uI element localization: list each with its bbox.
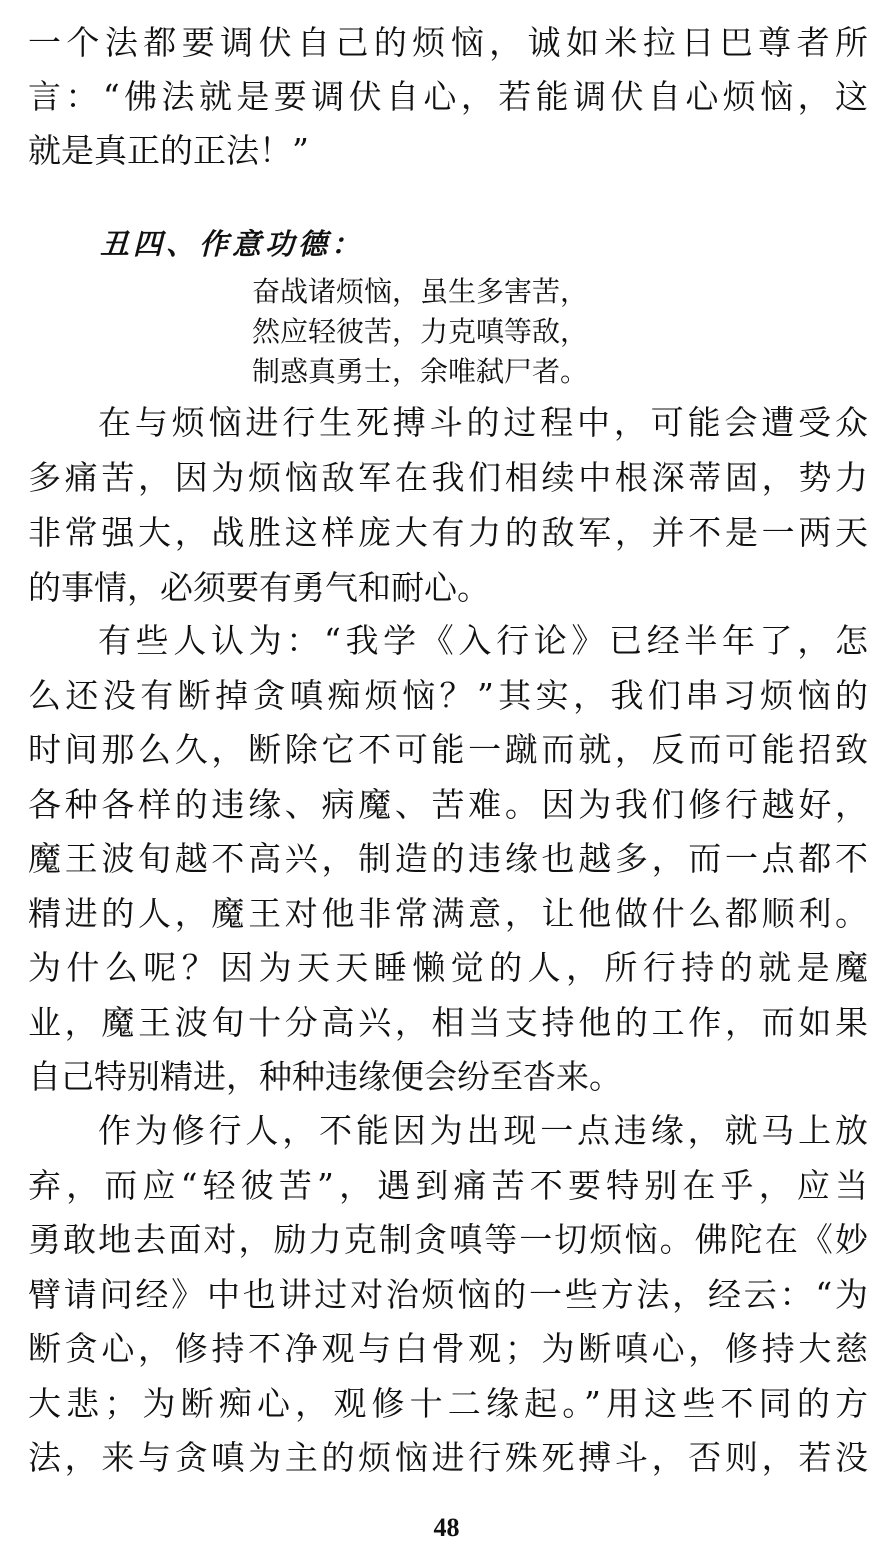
paragraph-1-line-1: 在与烦恼进行生死搏斗的过程中，可能会遭受众 — [98, 403, 868, 442]
section-heading: 丑四、作意功德： — [100, 227, 365, 261]
paragraph-3-line-3: 勇敢地去面对，励力克制贪嗔等一切烦恼。佛陀在《妙 — [28, 1220, 868, 1259]
opening-line-1: 一个法都要调伏自己的烦恼，诚如米拉日巴尊者所 — [28, 23, 868, 62]
paragraph-3-line-6: 大悲；为断痴心，观修十二缘起。”用这些不同的方 — [28, 1384, 868, 1423]
paragraph-2-line-7: 为什么呢？因为天天睡懒觉的人，所行持的就是魔 — [28, 948, 868, 987]
paragraph-1-line-2: 多痛苦，因为烦恼敌军在我们相续中根深蒂固，势力 — [28, 458, 868, 497]
verse-line-2: 然应轻彼苦，力克嗔等敌， — [252, 315, 589, 348]
opening-line-2: 言：“佛法就是要调伏自心，若能调伏自心烦恼，这 — [28, 77, 868, 116]
paragraph-2-line-2: 么还没有断掉贪嗔痴烦恼？”其实，我们串习烦恼的 — [28, 676, 868, 715]
paragraph-1-line-3: 非常强大，战胜这样庞大有力的敌军，并不是一两天 — [28, 513, 868, 552]
paragraph-2-line-9: 自己特别精进，种种违缘便会纷至沓来。 — [28, 1057, 622, 1096]
paragraph-3-line-4: 臂请问经》中也讲过对治烦恼的一些方法，经云：“为 — [28, 1275, 868, 1314]
paragraph-3-line-5: 断贪心，修持不净观与白骨观；为断嗔心，修持大慈 — [28, 1329, 868, 1368]
paragraph-2-line-1: 有些人认为：“我学《入行论》已经半年了，怎 — [98, 621, 868, 660]
paragraph-3-line-2: 弃，而应“轻彼苦”，遇到痛苦不要特别在乎，应当 — [28, 1166, 868, 1205]
paragraph-1-line-4: 的事情，必须要有勇气和耐心。 — [28, 568, 490, 607]
paragraph-2-line-6: 精进的人，魔王对他非常满意，让他做什么都顺利。 — [28, 894, 868, 933]
paragraph-3-line-1: 作为修行人，不能因为出现一点违缘，就马上放 — [98, 1111, 868, 1150]
paragraph-2-line-5: 魔王波旬越不高兴，制造的违缘也越多，而一点都不 — [28, 839, 868, 878]
paragraph-2-line-8: 业，魔王波旬十分高兴，相当支持他的工作，而如果 — [28, 1003, 868, 1042]
paragraph-2-line-4: 各种各样的违缘、病魔、苦难。因为我们修行越好， — [28, 785, 868, 824]
paragraph-3-line-7: 法，来与贪嗔为主的烦恼进行殊死搏斗，否则，若没 — [28, 1438, 868, 1477]
paragraph-2-line-3: 时间那么久，断除它不可能一蹴而就，反而可能招致 — [28, 730, 868, 769]
verse-line-1: 奋战诸烦恼，虽生多害苦， — [252, 275, 589, 308]
opening-line-3: 就是真正的正法！” — [28, 131, 309, 170]
page-number: 48 — [433, 1513, 460, 1542]
verse-line-3: 制惑真勇士，余唯弑尸者。 — [252, 355, 589, 388]
